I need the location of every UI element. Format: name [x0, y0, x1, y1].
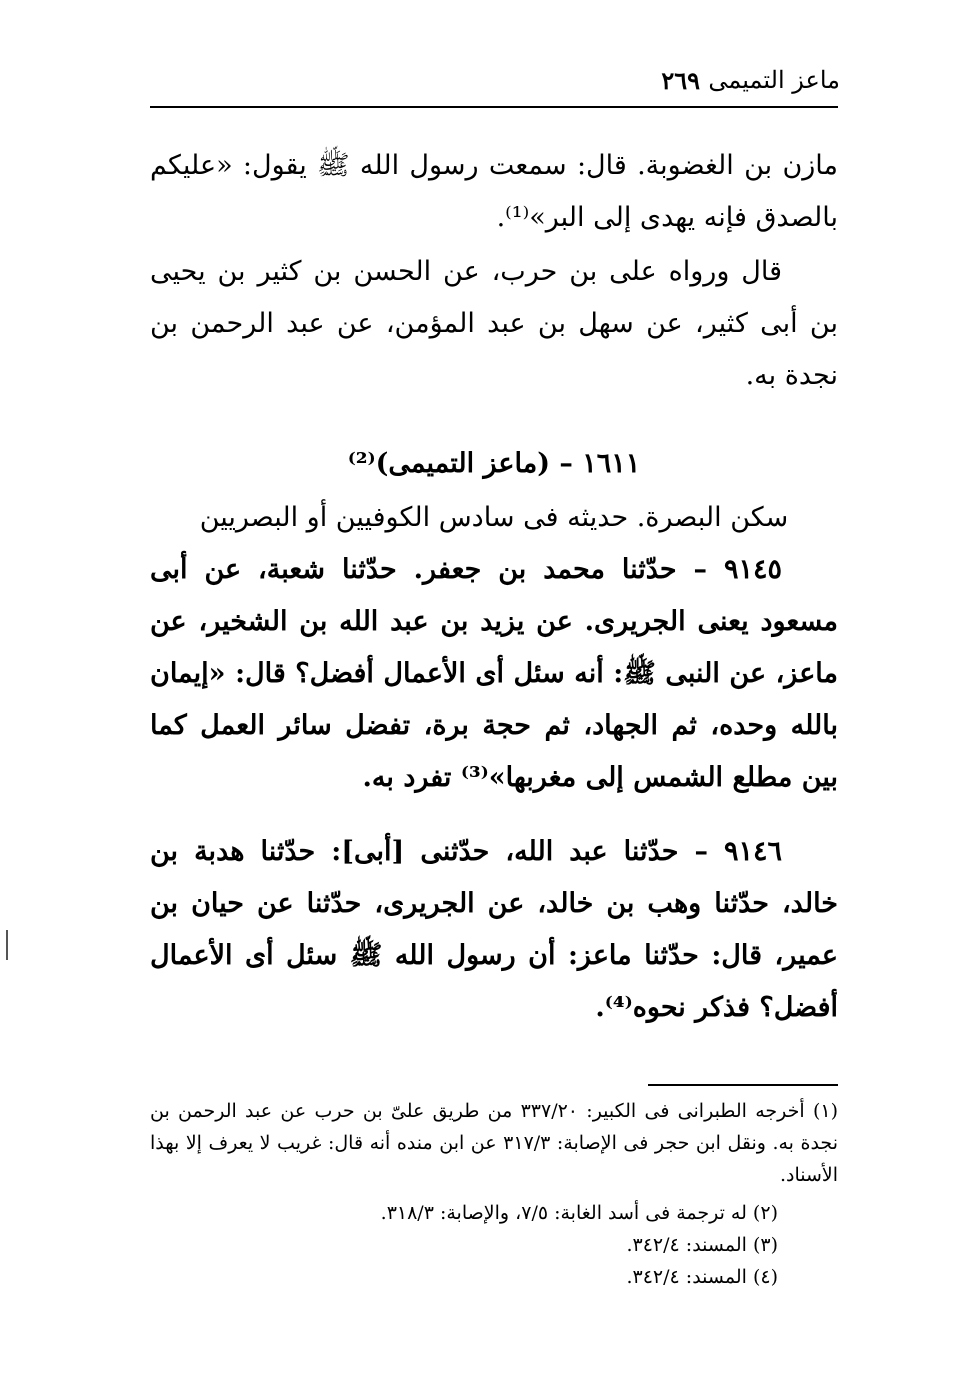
paragraph-2: قال ورواه على بن حرب، عن الحسن بن كثير بن يحيى بن أبى كثير، عن سهل بن عبد المؤمن، عن عبد الرحمن بن نجدة به. — [150, 256, 838, 391]
entry-heading: ١٦١١ – (ماعز التميمى)⁽²⁾ — [347, 448, 641, 479]
footnote-4: (٤) المسند: ٣٤٢/٤. — [626, 1266, 778, 1288]
paragraph-1: مازن بن الغضوبة. قال: سمعت رسول الله ﷺ يقول: «عليكم بالصدق فإنه يهدى إلى البر»⁽¹⁾. — [150, 150, 838, 233]
header-rule — [150, 106, 838, 108]
footnote-2: (٢) له ترجمة فى أسد الغابة: ٧/٥، والإصابة: ٣١٨/٣. — [380, 1202, 778, 1224]
footnote-3: (٣) المسند: ٣٤٢/٤. — [626, 1234, 778, 1256]
footnote-1: (١) أخرجه الطبرانى فى الكبير: ٣٣٧/٢٠ من طريق علىّ بن حرب عن عبد الرحمن بن نجدة به. ونقل ابن حجر فى الإصابة: ٣١٧/٣ عن ابن منده أنه قال: غريب لا يعرف إلا بهذا الأسناد. — [150, 1100, 839, 1186]
scan-margin-mark — [6, 930, 8, 960]
footnotes — [150, 1095, 838, 1293]
running-header — [150, 62, 840, 106]
hadith-9145: ٩١٤٥ – حدّثنا محمد بن جعفر. حدّثنا شعبة، عن أبى مسعود يعنى الجريرى. عن يزيد بن عبد الله بن الشخير، عن ماعز، عن النبى ﷺ: أنه سئل أى الأعمال أفضل؟ قال: «إيمان بالله وحده، ثم الجهاد، ثم حجة برة، تفضل سائر العمل كما بين مطلع الشمس إلى مغربها»⁽³⁾ تفرد به. — [150, 554, 838, 793]
header-title: ماعز التميمى — [708, 66, 840, 94]
page-number: ٢٦٩ — [661, 66, 700, 95]
paragraph-3: سكن البصرة. حديثه فى سادس الكوفيين أو البصريين — [199, 502, 789, 533]
main-text — [150, 140, 838, 1034]
hadith-9146: ٩١٤٦ – حدّثنا عبد الله، حدّثنى [أبى]: حدّثنا هدبة بن خالد، حدّثنا وهب بن خالد، عن الجريرى، حدّثنا عن حيان بن عمير، قال: حدّثنا ماعز: أن رسول الله ﷺ سئل أى الأعمال أفضل؟ فذكر نحوه⁽⁴⁾. — [150, 836, 838, 1023]
footnote-rule — [648, 1084, 838, 1086]
